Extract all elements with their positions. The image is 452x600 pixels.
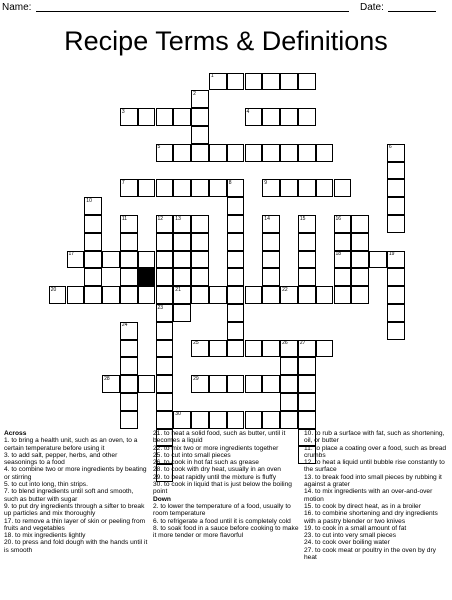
grid-cell[interactable] <box>156 286 174 304</box>
grid-cell[interactable] <box>227 286 245 304</box>
grid-cell[interactable] <box>191 233 209 251</box>
date-label: Date: <box>360 2 384 13</box>
grid-cell[interactable] <box>209 411 227 429</box>
grid-cell[interactable] <box>298 73 316 91</box>
clue-item: 29. to beat rapidly until the mixture is fluffy <box>153 473 277 481</box>
clue-column-2 <box>153 430 299 539</box>
grid-cell[interactable] <box>227 375 245 393</box>
grid-cell[interactable] <box>102 375 120 393</box>
clue-item: 17. to remove a thin layer of skin or peeling from fruits and vegetables <box>4 517 146 532</box>
page-title: Recipe Terms & Definitions <box>64 26 388 56</box>
grid-cell[interactable] <box>67 286 85 304</box>
clue-item: 18. to mix ingredients lightly <box>4 532 86 540</box>
grid-cell[interactable] <box>191 179 209 197</box>
clue-number: 11 <box>121 215 128 222</box>
grid-cell[interactable] <box>298 179 316 197</box>
clue-item: 16. to combine shortening and dry ingredients with a pastry blender or two knives <box>304 510 438 525</box>
clue-item: 22. to mix two or more ingredients together <box>153 444 279 452</box>
grid-cell[interactable] <box>191 411 209 429</box>
grid-cell[interactable] <box>280 144 298 162</box>
grid-cell[interactable] <box>120 286 138 304</box>
clue-item: 20. to press and fold dough with the hands until it is smooth <box>4 539 148 554</box>
grid-cell[interactable] <box>120 233 138 251</box>
grid-cell[interactable] <box>280 73 298 91</box>
grid-cell[interactable] <box>280 179 298 197</box>
grid-cell[interactable] <box>173 286 191 304</box>
grid-cell[interactable] <box>120 393 138 411</box>
grid-cell[interactable] <box>209 73 227 91</box>
clue-number: 20 <box>50 286 57 293</box>
grid-cell[interactable] <box>351 251 369 269</box>
clue-number: 3 <box>121 108 125 115</box>
clue-item: 24. to cook over boiling water <box>304 539 390 547</box>
clue-number: 9 <box>264 179 268 186</box>
clue-number: 6 <box>388 144 392 151</box>
grid-cell[interactable] <box>369 251 387 269</box>
grid-cell[interactable] <box>298 144 316 162</box>
grid-cell[interactable] <box>120 108 138 126</box>
clue-number: 22 <box>282 286 288 293</box>
grid-cell[interactable] <box>173 144 191 162</box>
grid-cell[interactable] <box>227 304 245 322</box>
clue-number: 10 <box>86 197 92 204</box>
grid-cell[interactable] <box>209 286 227 304</box>
clue-number: 2 <box>193 90 196 97</box>
grid-cell[interactable] <box>191 144 209 162</box>
clue-number: 1 <box>210 73 214 80</box>
grid-cell[interactable] <box>298 411 316 429</box>
name-label: Name: <box>2 2 32 13</box>
clue-number: 21 <box>175 286 181 293</box>
clue-item: 21. to heat a solid food, such as butter, until it becomes a liquid <box>153 430 286 445</box>
grid-cell[interactable] <box>120 215 138 233</box>
grid-cell[interactable] <box>191 108 209 126</box>
black-square <box>138 268 156 286</box>
clue-number: 14 <box>264 215 270 222</box>
grid-cell[interactable] <box>280 108 298 126</box>
grid-cell[interactable] <box>387 268 405 286</box>
grid-cell[interactable] <box>387 179 405 197</box>
grid-cell[interactable] <box>209 375 227 393</box>
grid-cell[interactable] <box>262 108 280 126</box>
grid-cell[interactable] <box>387 322 405 340</box>
grid-cell[interactable] <box>120 357 138 375</box>
clue-item: 15. to cook by direct heat, as in a broiler <box>304 502 421 510</box>
grid-cell[interactable] <box>334 268 352 286</box>
grid-cell[interactable] <box>227 340 245 358</box>
grid-cell[interactable] <box>387 144 405 162</box>
grid-cell[interactable] <box>262 73 280 91</box>
clue-item: 30. to cook in liquid that is just below the boiling point <box>153 481 292 496</box>
clue-number: 13 <box>175 215 181 222</box>
grid-cell[interactable] <box>298 268 316 286</box>
grid-cell[interactable] <box>120 375 138 393</box>
grid-cell[interactable] <box>138 375 156 393</box>
grid-cell[interactable] <box>227 268 245 286</box>
grid-cell[interactable] <box>280 340 298 358</box>
clue-number: 8 <box>228 179 232 186</box>
grid-cell[interactable] <box>262 268 280 286</box>
grid-cell[interactable] <box>334 215 352 233</box>
clue-item: 13. to break food into small pieces by rubbing it against a grater <box>304 473 442 489</box>
grid-cell[interactable] <box>191 340 209 358</box>
grid-cell[interactable] <box>173 268 191 286</box>
grid-cell[interactable] <box>227 411 245 429</box>
clue-number: 17 <box>68 251 75 258</box>
grid-cell[interactable] <box>280 375 298 393</box>
grid-cell[interactable] <box>102 286 120 304</box>
grid-cell[interactable] <box>191 126 209 144</box>
clue-item: 8. to soak food in a sauce before cooking to make it more tender or more flavorful <box>153 524 299 540</box>
grid-cell[interactable] <box>156 393 174 411</box>
clue-item: 10. to rub a surface with fat, such as shortening, oil, or butter <box>304 430 445 445</box>
clue-column-3 <box>304 430 448 561</box>
grid-cell[interactable] <box>245 144 263 162</box>
grid-cell[interactable] <box>245 375 263 393</box>
grid-cell[interactable] <box>245 286 263 304</box>
grid-cell[interactable] <box>173 179 191 197</box>
grid-cell[interactable] <box>351 233 369 251</box>
grid-cell[interactable] <box>156 357 174 375</box>
clue-number: 25 <box>193 340 199 347</box>
grid-cell[interactable] <box>316 340 334 358</box>
clue-number: 28 <box>104 375 110 382</box>
clue-number: 29 <box>193 375 199 382</box>
grid-cell[interactable] <box>156 144 174 162</box>
grid-cell[interactable] <box>262 411 280 429</box>
clue-number: 24 <box>121 322 128 329</box>
grid-cell[interactable] <box>102 251 120 269</box>
grid-cell[interactable] <box>262 286 280 304</box>
grid-cell[interactable] <box>280 357 298 375</box>
grid-cell[interactable] <box>387 286 405 304</box>
grid-cell[interactable] <box>298 108 316 126</box>
grid-cell[interactable] <box>298 393 316 411</box>
grid-cell[interactable] <box>84 215 102 233</box>
grid-cell[interactable] <box>245 340 263 358</box>
grid-cell[interactable] <box>156 215 174 233</box>
grid-cell[interactable] <box>173 411 191 429</box>
grid-cell[interactable] <box>156 233 174 251</box>
grid-cell[interactable] <box>351 215 369 233</box>
clue-item: 23. to cut into very small pieces <box>304 532 396 540</box>
grid-cell[interactable] <box>387 251 405 269</box>
grid-cell[interactable] <box>262 215 280 233</box>
grid-cell[interactable] <box>156 375 174 393</box>
grid-cell[interactable] <box>227 215 245 233</box>
grid-cell[interactable] <box>191 215 209 233</box>
grid-cell[interactable] <box>334 251 352 269</box>
clue-item: 7. to blend ingredients until soft and smooth, such as butter with sugar <box>4 488 134 503</box>
clue-item: 27. to cook meat or poultry in the oven by dry heat <box>304 546 436 562</box>
grid-cell[interactable] <box>84 268 102 286</box>
clue-item: 6. to refrigerate a food until it is completely cold <box>153 517 291 525</box>
clue-item: 14. to mix ingredients with an over-and-over motion <box>304 488 433 503</box>
grid-cell[interactable] <box>245 73 263 91</box>
clue-item: 2. to lower the temperature of a food, usually to room temperature <box>153 502 291 518</box>
grid-cell[interactable] <box>351 268 369 286</box>
grid-cell[interactable] <box>262 340 280 358</box>
grid-cell[interactable] <box>280 286 298 304</box>
clue-item: 3. to add salt, pepper, herbs, and other seasonings to a food <box>4 451 118 467</box>
clue-number: 19 <box>388 251 395 258</box>
grid-cell[interactable] <box>280 393 298 411</box>
grid-cell[interactable] <box>191 251 209 269</box>
grid-cell[interactable] <box>120 340 138 358</box>
grid-cell[interactable] <box>156 268 174 286</box>
grid-cell[interactable] <box>120 411 138 429</box>
clue-number: 23 <box>157 304 164 311</box>
grid-cell[interactable] <box>227 251 245 269</box>
clue-item: 5. to cut into long, thin strips. <box>4 481 88 489</box>
clue-number: 12 <box>157 215 164 222</box>
grid-cell[interactable] <box>245 108 263 126</box>
grid-cell[interactable] <box>227 322 245 340</box>
grid-cell[interactable] <box>173 233 191 251</box>
grid-cell[interactable] <box>316 286 334 304</box>
grid-cell[interactable] <box>334 286 352 304</box>
grid-cell[interactable] <box>227 144 245 162</box>
grid-cell[interactable] <box>191 286 209 304</box>
clue-number: 26 <box>282 340 288 347</box>
grid-cell[interactable] <box>156 411 174 429</box>
grid-cell[interactable] <box>138 286 156 304</box>
clue-item: 26. to cook in hot fat such as grease <box>153 459 259 467</box>
clue-number: 27 <box>299 340 306 347</box>
grid-cell[interactable] <box>298 357 316 375</box>
grid-cell[interactable] <box>245 411 263 429</box>
grid-cell[interactable] <box>138 179 156 197</box>
grid-cell[interactable] <box>298 340 316 358</box>
grid-cell[interactable] <box>120 322 138 340</box>
clue-number: 18 <box>335 251 342 258</box>
clue-number: 16 <box>335 215 342 222</box>
grid-cell[interactable] <box>67 251 85 269</box>
grid-cell[interactable] <box>138 251 156 269</box>
grid-cell[interactable] <box>173 108 191 126</box>
grid-cell[interactable] <box>262 233 280 251</box>
clue-number: 30 <box>175 411 181 418</box>
grid-cell[interactable] <box>387 162 405 180</box>
grid-cell[interactable] <box>351 286 369 304</box>
grid-cell[interactable] <box>138 108 156 126</box>
clue-heading: Down <box>153 495 171 503</box>
grid-cell[interactable] <box>191 375 209 393</box>
grid-cell[interactable] <box>298 233 316 251</box>
clue-column-1 <box>4 430 148 554</box>
grid-cell[interactable] <box>262 144 280 162</box>
grid-cell[interactable] <box>156 251 174 269</box>
grid-cell[interactable] <box>120 251 138 269</box>
grid-cell[interactable] <box>262 375 280 393</box>
grid-cell[interactable] <box>84 251 102 269</box>
grid-cell[interactable] <box>173 304 191 322</box>
grid-cell[interactable] <box>316 144 334 162</box>
grid-cell[interactable] <box>298 251 316 269</box>
grid-cell[interactable] <box>227 73 245 91</box>
grid-cell[interactable] <box>298 286 316 304</box>
grid-cell[interactable] <box>209 179 227 197</box>
grid-cell[interactable] <box>262 179 280 197</box>
clue-item: 11. to place a coating over a food, such as bread crumbs <box>304 444 447 459</box>
grid-cell[interactable] <box>120 268 138 286</box>
clue-item: 19. to cook in a small amount of fat <box>304 524 407 532</box>
grid-cell[interactable] <box>209 340 227 358</box>
grid-cell[interactable] <box>49 286 67 304</box>
grid-cell[interactable] <box>173 215 191 233</box>
grid-cell[interactable] <box>156 322 174 340</box>
grid-cell[interactable] <box>227 197 245 215</box>
grid-cell[interactable] <box>191 90 209 108</box>
grid-cell[interactable] <box>387 197 405 215</box>
clue-item: 12. to heat a liquid until bubble rise constantly to the surface <box>304 459 445 474</box>
grid-cell[interactable] <box>387 304 405 322</box>
grid-cell[interactable] <box>84 197 102 215</box>
grid-cell[interactable] <box>191 268 209 286</box>
clue-number: 4 <box>246 108 250 115</box>
clue-heading: Across <box>4 430 27 437</box>
grid-cell[interactable] <box>84 233 102 251</box>
grid-cell[interactable] <box>156 179 174 197</box>
clue-item: 25. to cut into small pieces <box>153 451 231 459</box>
grid-cell[interactable] <box>262 251 280 269</box>
grid-cell[interactable] <box>280 411 298 429</box>
grid-cell[interactable] <box>120 179 138 197</box>
grid-cell[interactable] <box>156 304 174 322</box>
clue-number: 5 <box>157 144 161 151</box>
clue-number: 7 <box>121 179 125 186</box>
grid-cell[interactable] <box>156 340 174 358</box>
grid-cell[interactable] <box>316 179 334 197</box>
clue-item: 28. to cook with dry heat, usually in an oven <box>153 466 281 474</box>
grid-cell[interactable] <box>298 375 316 393</box>
grid-cell[interactable] <box>387 215 405 233</box>
clue-item: 4. to combine two or more ingredients by beating or stirring <box>4 466 147 481</box>
grid-cell[interactable] <box>84 286 102 304</box>
grid-cell[interactable] <box>334 179 352 197</box>
grid-cell[interactable] <box>227 233 245 251</box>
grid-cell[interactable] <box>298 215 316 233</box>
clue-number: 15 <box>299 215 306 222</box>
clue-item: 9. to put dry ingredients through a sifter to break up particles and mix thoroughly <box>4 502 145 518</box>
grid-cell[interactable] <box>173 251 191 269</box>
grid-cell[interactable] <box>209 144 227 162</box>
grid-cell[interactable] <box>156 108 174 126</box>
clue-item: 1. to bring a health unit, such as an oven, to a certain temperature before using it <box>4 437 138 452</box>
grid-cell[interactable] <box>227 179 245 197</box>
grid-cell[interactable] <box>334 233 352 251</box>
